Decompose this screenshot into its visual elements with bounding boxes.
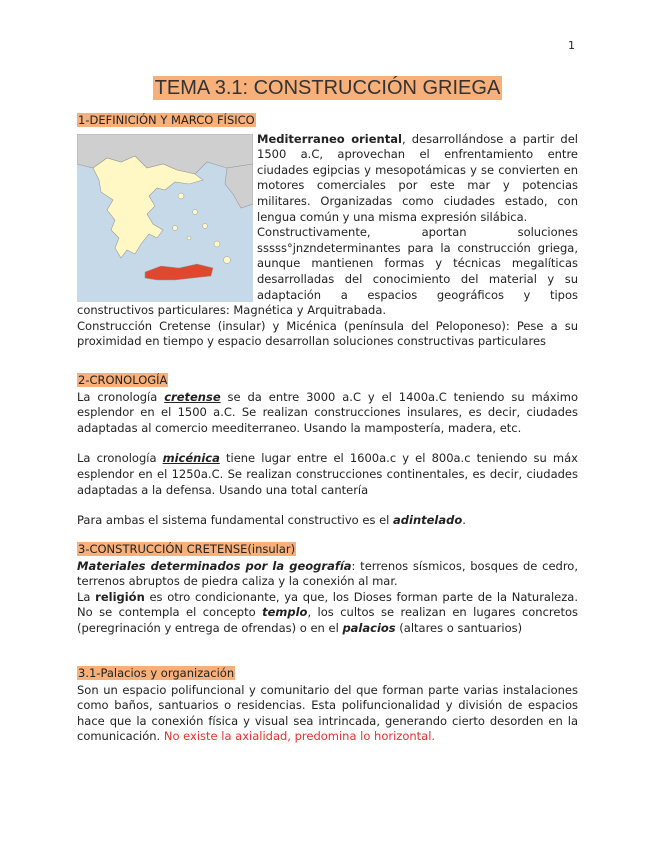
map-island (187, 236, 191, 240)
section-palacios (77, 666, 578, 745)
sec1-paragraph-2: Constructivamente, aportan soluciones sssss°jnzndeterminantes para la construcción griega, aunque mantienen formas y técnicas megalíticas desarrolladas del conocimiento del material y su adaptación a espacios geográficos y tipos constructivos particulares: Magnética y Arquitrabada. (77, 225, 578, 318)
sec31-red-text: No existe la axialidad, predomina lo horizontal. (163, 729, 436, 744)
map-island (178, 193, 184, 199)
sec2-em-adintelado: adintelado (393, 513, 463, 528)
sec2-p2-a: La cronología (77, 451, 163, 466)
section-cronologia (77, 373, 578, 529)
map-island (203, 223, 208, 228)
section-heading-cronologia: 2-CRONOLOGÍA (78, 373, 168, 387)
page-title: TEMA 3.1: CONSTRUCCIÓN GRIEGA (154, 77, 501, 99)
sec2-p2-b: tiene lugar entre el 1600a.c y el 800a.c teniendo su máx esplendor en el 1250a.C. Se realizan construcciones continentales, es decir, ciudades adaptadas a la defensa. Usando una total cantería (77, 451, 578, 497)
title-wrap (0, 76, 655, 100)
sec2-p3-b: . (462, 513, 466, 528)
sec2-p3-a: Para ambas el sistema fundamental constructivo es el (77, 513, 394, 528)
map-island (214, 241, 220, 247)
sec3-em-templo: templo (262, 605, 308, 620)
sec3-p2-a: La (77, 589, 96, 604)
map-island (173, 225, 178, 230)
section-heading-definicion: 1-DEFINICIÓN Y MARCO FÍSICO (78, 113, 255, 127)
sec31-p1-text: Son un espacio polifuncional y comunitario del que forman parte varias instalaciones como baños, santuarios o residencias. Esta polifuncionalidad y división de espacios hace que la conexión física y visual sea intrincada, generando cierto desorden en la comunicación. (77, 682, 578, 744)
sec1-paragraph-3: Construcción Cretense (insular) y Micénica (península del Peloponeso): Pese a su proximidad en tiempo y espacio desarrollan soluciones constructivas particulares (77, 318, 578, 349)
map-island (193, 209, 198, 214)
sec1-bold-mediterraneo: Mediterraneo oriental (257, 131, 402, 146)
page-number: 1 (568, 39, 575, 52)
sec31-paragraph-1 (77, 683, 578, 745)
section-definicion (77, 113, 578, 350)
sec3-p2-c: , los cultos se realizan en lugares concretos (peregrinación y entrega de ofrendas) o en el (77, 605, 578, 635)
section-heading-palacios: 3.1-Palacios y organización (78, 666, 235, 680)
sec3-bold-religion: religión (95, 589, 145, 604)
sec2-paragraph-1 (77, 390, 578, 437)
sec1-p1-text: , desarrollándose a partir del 1500 a.C, aprovechan el enfrentamiento entre ciudades egipcias y mesopotámicas y se convierten en motores comerciales por este mar y potencias militares. Organizadas como ciudades estado, con lengua común y una misma expresión silábica. (257, 131, 578, 224)
sec3-paragraph-2 (77, 590, 578, 637)
sec3-em-materiales: Materiales determinados por la geografía (77, 558, 352, 573)
section-heading-cretense: 3-CONSTRUCCIÓN CRETENSE(insular) (78, 542, 296, 556)
sec2-p1-b: se da entre 3000 a.C y el 1400a.C teniendo su máximo esplendor en el 1500 a.C. Se realizan construcciones insulares, es decir, ciudades adaptadas al comercio meediterraneo. Usando la mampostería, madera, etc. (77, 389, 578, 435)
sec2-em-cretense: cretense (164, 389, 221, 404)
sec3-em-palacios: palacios (342, 620, 396, 635)
sec3-p2-b: es otro condicionante, ya que, los Dioses forman parte de la Naturaleza. No se contempla el concepto (77, 589, 578, 620)
sec3-p2-d: (altares o santuarios) (395, 620, 523, 635)
sec2-paragraph-3 (77, 513, 578, 529)
sec2-em-micenica: micénica (162, 451, 220, 466)
map-island (224, 256, 231, 263)
section-construccion-cretense (77, 542, 578, 637)
greece-map-image (77, 134, 253, 302)
sec3-p1-b: : terrenos sísmicos, bosques de cedro, terrenos abruptos de piedra caliza y la conexión al mar. (77, 558, 578, 589)
sec3-paragraph-1 (77, 559, 578, 590)
sec2-p1-a: La cronología (77, 389, 165, 404)
sec2-paragraph-2 (77, 451, 578, 498)
